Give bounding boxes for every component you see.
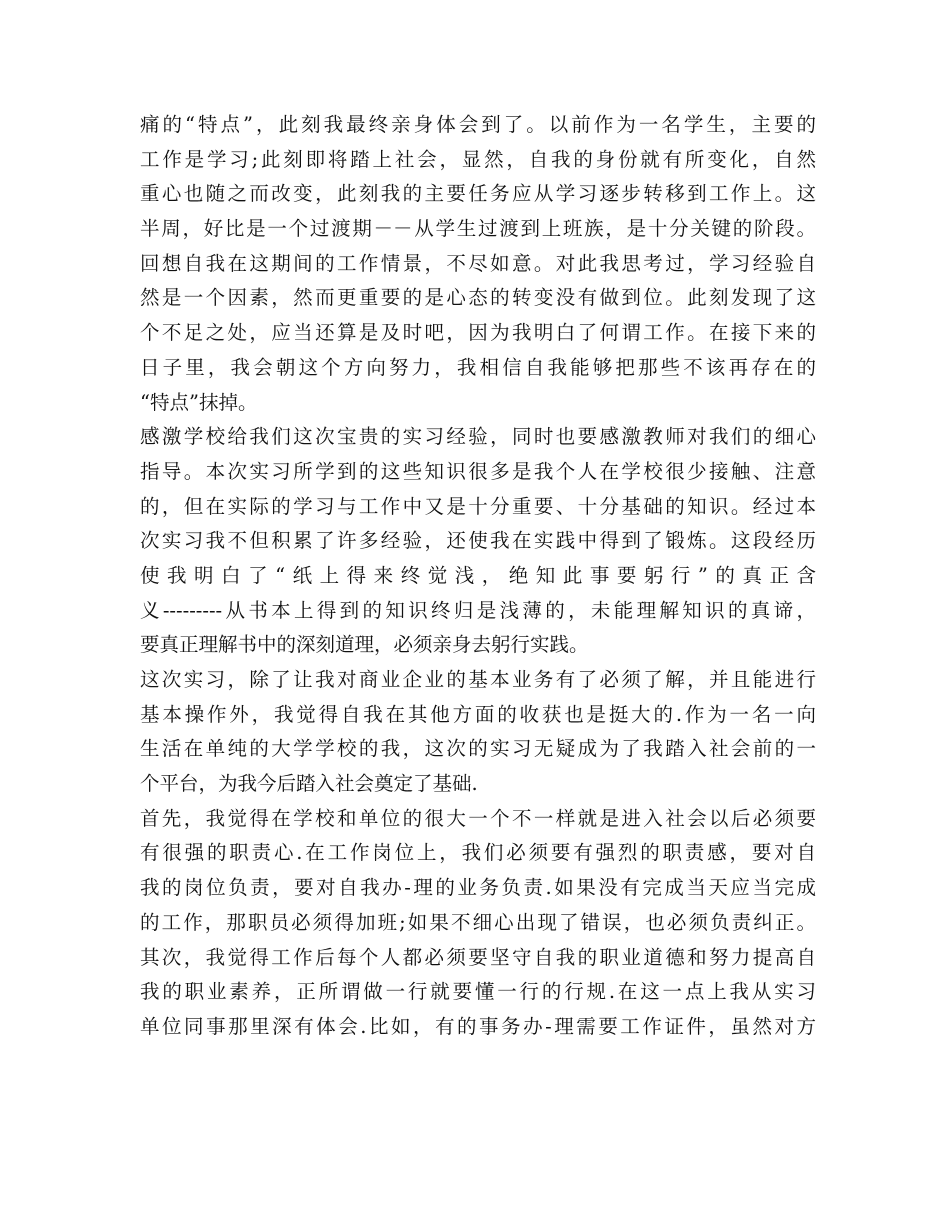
text-line: 单位同事那里深有体会.比如，有的事务办-理需要工作证件，虽然对方: [140, 1014, 816, 1038]
text-line: 回想自我在这期间的工作情景，不尽如意。对此我思考过，学习经验自: [140, 251, 816, 275]
paragraph: [140, 941, 816, 1045]
text-line: 然是一个因素，然而更重要的是心态的转变没有做到位。此刻发现了这: [140, 286, 816, 310]
text-line: 的，但在实际的学习与工作中又是十分重要、十分基础的知识。经过本: [140, 494, 816, 518]
text-line: 我的岗位负责，要对自我办-理的业务负责.如果没有完成当天应当完成: [140, 876, 816, 900]
text-line: “特点”抹掉。: [140, 390, 258, 414]
text-line: 感激学校给我们这次宝贵的实习经验，同时也要感激教师对我们的细心: [140, 425, 816, 449]
text-line: 次实习我不但积累了许多经验，还使我在实践中得到了锻炼。这段经历: [140, 529, 816, 553]
text-line: 生活在单纯的大学学校的我，这次的实习无疑成为了我踏入社会前的一: [140, 737, 816, 761]
paragraph: [140, 420, 816, 663]
text-line: 个平台，为我今后踏入社会奠定了基础.: [140, 772, 478, 796]
text-line: 的工作，那职员必须得加班;如果不细心出现了错误，也必须负责纠正。: [140, 910, 816, 934]
text-line: 要真正理解书中的深刻道理，必须亲身去躬行实践。: [140, 633, 589, 657]
text-line: 首先，我觉得在学校和单位的很大一个不一样就是进入社会以后必须要: [140, 806, 816, 830]
text-line: 指导。本次实习所学到的这些知识很多是我个人在学校很少接触、注意: [140, 459, 816, 483]
text-line: 半周，好比是一个过渡期－－从学生过渡到上班族，是十分关键的阶段。: [140, 217, 816, 241]
text-line: 我的职业素养，正所谓做一行就要懂一行的行规.在这一点上我从实习: [140, 980, 816, 1004]
text-line: 重心也随之而改变，此刻我的主要任务应从学习逐步转移到工作上。这: [140, 182, 816, 206]
text-line: 义---------从书本上得到的知识终归是浅薄的，未能理解知识的真谛，: [140, 598, 816, 622]
text-line: 其次，我觉得工作后每个人都必须要坚守自我的职业道德和努力提高自: [140, 945, 816, 969]
text-line: 有很强的职责心.在工作岗位上，我们必须要有强烈的职责感，要对自: [140, 841, 816, 865]
text-line: 这次实习，除了让我对商业企业的基本业务有了必须了解，并且能进行: [140, 668, 816, 691]
document-body: [140, 108, 816, 1045]
paragraph: [140, 663, 816, 802]
paragraph: [140, 802, 816, 941]
paragraph: [140, 108, 816, 420]
text-line: 日子里，我会朝这个方向努力，我相信自我能够把那些不该再存在的: [140, 355, 816, 379]
text-line: 使我明白了“纸上得来终觉浅，绝知此事要躬行”的真正含: [140, 563, 816, 587]
text-line: 痛的“特点”，此刻我最终亲身体会到了。以前作为一名学生，主要的: [140, 113, 816, 136]
text-line: 工作是学习;此刻即将踏上社会，显然，自我的身份就有所变化，自然: [140, 147, 816, 171]
text-line: 基本操作外，我觉得自我在其他方面的收获也是挺大的.作为一名一向: [140, 702, 816, 726]
text-line: 个不足之处，应当还算是及时吧，因为我明白了何谓工作。在接下来的: [140, 321, 816, 345]
